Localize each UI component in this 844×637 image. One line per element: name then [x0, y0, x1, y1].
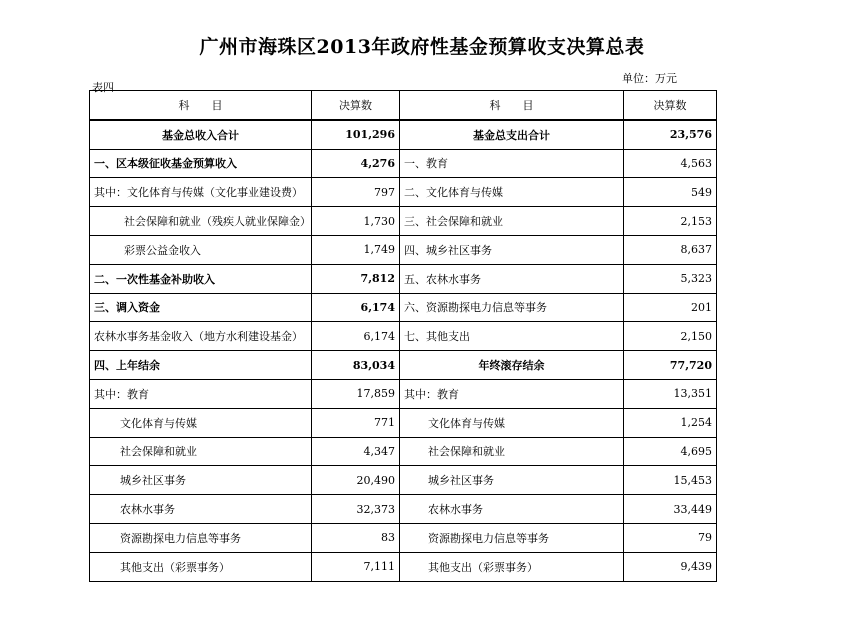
row-value-right: 5,323: [624, 264, 717, 293]
row-label-left: 四、上年结余: [90, 351, 312, 380]
row-label-left: 基金总收入合计: [90, 120, 312, 149]
row-value-left: 7,812: [312, 264, 400, 293]
table-row: [90, 149, 717, 178]
row-value-left: 4,347: [312, 437, 400, 466]
row-label-left: 三、调入资金: [90, 293, 312, 322]
row-value-left: 1,749: [312, 235, 400, 264]
row-label-right: 六、资源勘探电力信息等事务: [400, 293, 624, 322]
row-label-left: 其中：文化体育与传媒（文化事业建设费）: [90, 178, 312, 207]
row-label-right: 四、城乡社区事务: [400, 235, 624, 264]
row-label-left: 资源勘探电力信息等事务: [90, 523, 312, 552]
row-label-right: 社会保障和就业: [400, 437, 624, 466]
row-value-left: 7,111: [312, 552, 400, 581]
table-row: [90, 207, 717, 236]
table-row: [90, 552, 717, 581]
row-value-left: 20,490: [312, 466, 400, 495]
row-value-right: 549: [624, 178, 717, 207]
header-amount-right: 决算数: [624, 91, 717, 120]
row-label-right: 其中：教育: [400, 379, 624, 408]
row-label-left: 文化体育与传媒: [90, 408, 312, 437]
row-label-left: 农林水事务基金收入（地方水利建设基金）: [90, 322, 312, 351]
row-label-left: 农林水事务: [90, 495, 312, 524]
row-label-left: 社会保障和就业: [90, 437, 312, 466]
table-row: [90, 264, 717, 293]
header-subject-right: 科 目: [400, 91, 624, 120]
row-label-right: 一、教育: [400, 149, 624, 178]
row-value-left: 83: [312, 523, 400, 552]
row-value-left: 6,174: [312, 293, 400, 322]
row-label-right: 其他支出（彩票事务）: [400, 552, 624, 581]
table-row: [90, 235, 717, 264]
row-value-right: 8,637: [624, 235, 717, 264]
row-value-left: 797: [312, 178, 400, 207]
row-value-right: 15,453: [624, 466, 717, 495]
row-label-left: 社会保障和就业（残疾人就业保障金）: [90, 207, 312, 236]
row-value-left: 771: [312, 408, 400, 437]
table-row: [90, 495, 717, 524]
row-label-left: 一、区本级征收基金预算收入: [90, 149, 312, 178]
row-value-right: 9,439: [624, 552, 717, 581]
row-value-right: 201: [624, 293, 717, 322]
row-label-left: 彩票公益金收入: [90, 235, 312, 264]
table-row: [90, 466, 717, 495]
row-label-right: 文化体育与传媒: [400, 408, 624, 437]
row-label-left: 其中：教育: [90, 379, 312, 408]
page-title: 广州市海珠区2013年政府性基金预算收支决算总表: [199, 36, 645, 58]
row-value-left: 1,730: [312, 207, 400, 236]
table-row: [90, 379, 717, 408]
row-label-right: 二、文化体育与传媒: [400, 178, 624, 207]
table-row: [90, 322, 717, 351]
row-label-right: 年终滚存结余: [400, 351, 624, 380]
table-row: [90, 178, 717, 207]
row-value-left: 4,276: [312, 149, 400, 178]
row-value-left: 17,859: [312, 379, 400, 408]
row-label-right: 农林水事务: [400, 495, 624, 524]
row-value-right: 79: [624, 523, 717, 552]
row-label-right: 七、其他支出: [400, 322, 624, 351]
table-row: [90, 293, 717, 322]
row-value-left: 83,034: [312, 351, 400, 380]
row-label-left: 其他支出（彩票事务）: [90, 552, 312, 581]
row-value-right: 4,563: [624, 149, 717, 178]
row-value-right: 23,576: [624, 120, 717, 149]
row-value-left: 32,373: [312, 495, 400, 524]
row-value-right: 4,695: [624, 437, 717, 466]
table-row: [90, 351, 717, 380]
table-row: [90, 437, 717, 466]
row-value-right: 1,254: [624, 408, 717, 437]
header-subject-left: 科 目: [90, 91, 312, 120]
row-value-left: 101,296: [312, 120, 400, 149]
row-label-right: 城乡社区事务: [400, 466, 624, 495]
row-label-right: 五、农林水事务: [400, 264, 624, 293]
budget-table: [89, 90, 717, 582]
row-label-right: 基金总支出合计: [400, 120, 624, 149]
header-amount-left: 决算数: [312, 91, 400, 120]
row-label-left: 城乡社区事务: [90, 466, 312, 495]
row-value-right: 13,351: [624, 379, 717, 408]
table-row: [90, 120, 717, 149]
unit-label: 单位：万元: [622, 72, 677, 85]
row-value-right: 77,720: [624, 351, 717, 380]
row-value-right: 33,449: [624, 495, 717, 524]
row-label-right: 三、社会保障和就业: [400, 207, 624, 236]
row-value-right: 2,150: [624, 322, 717, 351]
row-value-left: 6,174: [312, 322, 400, 351]
table-row: [90, 408, 717, 437]
row-value-right: 2,153: [624, 207, 717, 236]
row-label-left: 二、一次性基金补助收入: [90, 264, 312, 293]
table-row: [90, 523, 717, 552]
row-label-right: 资源勘探电力信息等事务: [400, 523, 624, 552]
table-header-row: [90, 91, 717, 120]
table-tag: 表四: [92, 81, 114, 94]
